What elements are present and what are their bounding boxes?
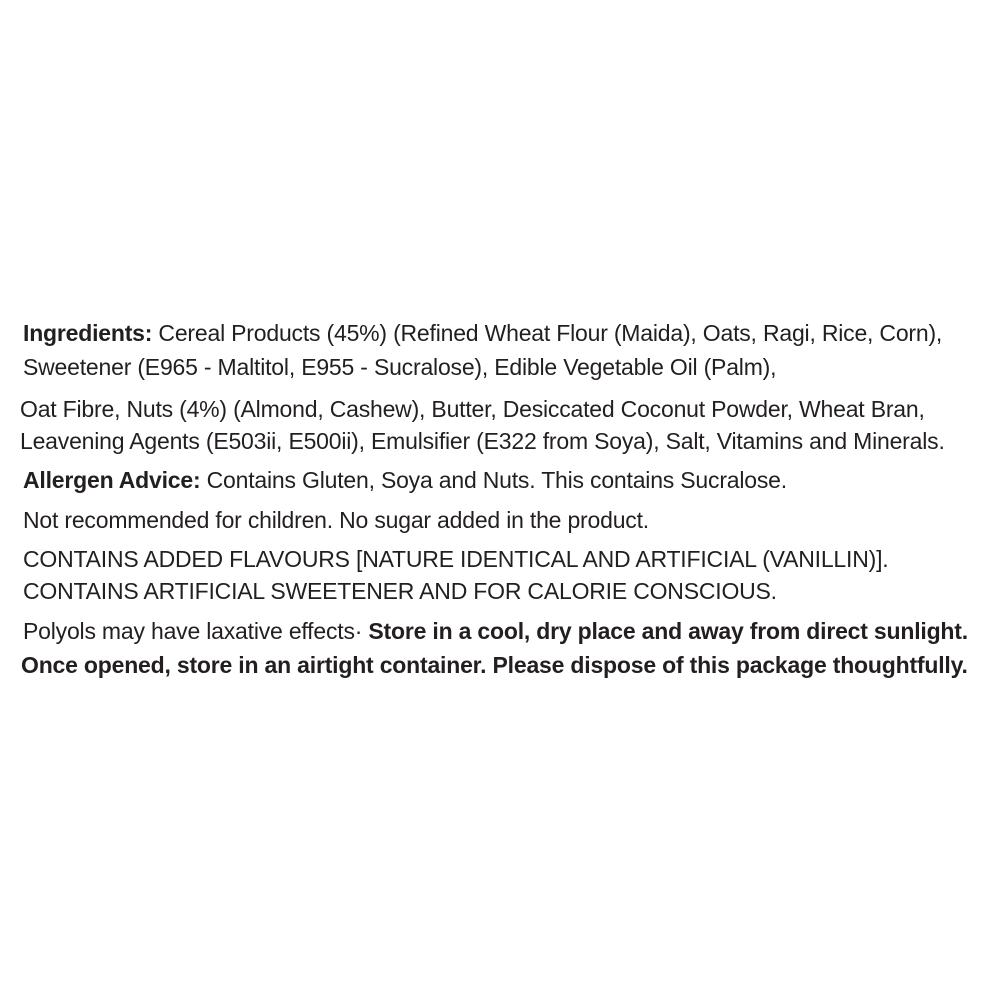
polyols-warning: Polyols may have laxative effects·: [23, 618, 369, 644]
allergen-heading: Allergen Advice:: [23, 467, 201, 493]
ingredients-line-3: Oat Fibre, Nuts (4%) (Almond, Cashew), Butter, Desiccated Coconut Powder, Wheat Bran,: [20, 396, 925, 422]
storage-instruction: Store in a cool, dry place and away from direct sunlight.: [368, 618, 968, 644]
flavours-line-2: CONTAINS ARTIFICIAL SWEETENER AND FOR CALORIE CONSCIOUS.: [23, 578, 777, 604]
ingredients-line-4: Leavening Agents (E503ii, E500ii), Emulsifier (E322 from Soya), Salt, Vitamins and Minerals.: [20, 428, 945, 454]
ingredients-heading: Ingredients:: [23, 320, 153, 346]
ingredients-line-1: [23, 318, 942, 348]
recommendation-text: Not recommended for children. No sugar added in the product.: [23, 507, 649, 533]
allergen-advice: [23, 465, 787, 495]
ingredients-text-1: Cereal Products (45%) (Refined Wheat Flour (Maida), Oats, Ragi, Rice, Corn),: [152, 320, 943, 346]
storage-line-1: [23, 616, 968, 646]
flavours-line-1: CONTAINS ADDED FLAVOURS [NATURE IDENTICAL AND ARTIFICIAL (VANILLIN)].: [23, 546, 889, 572]
allergen-text: Contains Gluten, Soya and Nuts. This contains Sucralose.: [200, 467, 787, 493]
storage-line-2: Once opened, store in an airtight container. Please dispose of this package thoughtfully.: [21, 652, 968, 678]
ingredients-line-2: Sweetener (E965 - Maltitol, E955 - Sucralose), Edible Vegetable Oil (Palm),: [23, 354, 777, 380]
